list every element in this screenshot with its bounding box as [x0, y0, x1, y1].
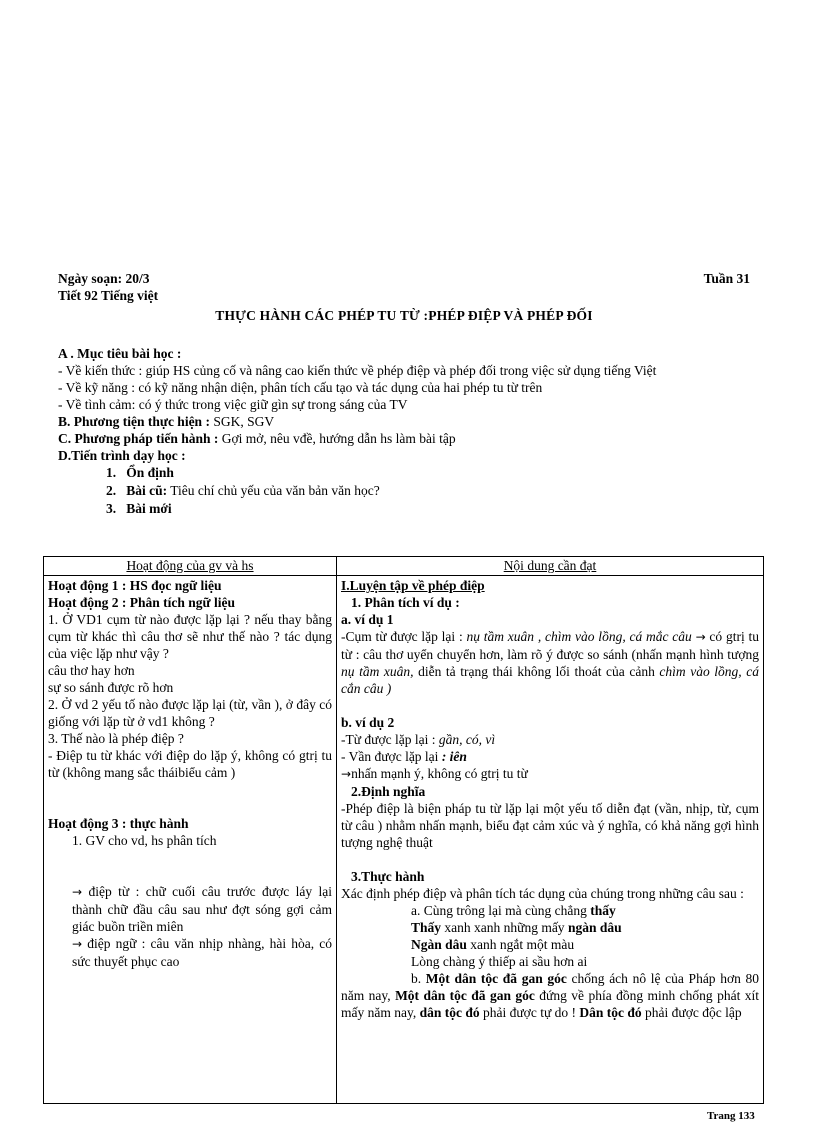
lesson-intro	[58, 345, 770, 518]
result-2: → điệp ngữ : câu văn nhịp nhàng, hài hòa, có sức thuyết phục cao	[72, 936, 333, 969]
date-label: Ngày soạn: 20/3	[58, 271, 150, 286]
right-arrow-icon: →	[341, 767, 352, 781]
answer-1b: sự so sánh được rõ hơn	[48, 680, 174, 695]
section-1-heading: I.Luyện tập về phép điệp	[341, 578, 485, 593]
means-value: SGK, SGV	[209, 414, 275, 429]
practice-step-1: 1. GV cho vd, hs phân tích	[72, 833, 217, 848]
means-heading: B. Phương tiện thực hiện :	[58, 414, 210, 429]
poem-line-3: Ngàn dâu xanh ngắt một màu	[411, 937, 575, 952]
example-b-line-2: - Vần được lặp lại : iên	[341, 749, 467, 764]
example-b-line-3: →nhấn mạnh ý, không có gtrị tu từ	[341, 766, 528, 781]
means-line	[58, 413, 770, 430]
activity-3: Hoạt động 3 : thực hành	[48, 816, 189, 831]
answer-1a: câu thơ hay hơn	[48, 663, 135, 678]
question-2: 2. Ở vd 2 yếu tố nào được lặp lại (từ, vần ), ở đây có giống với lặp từ ở vd1 không ?	[48, 697, 332, 729]
answer-3: - Điệp tu từ khác với điệp do lặp ý, không có gtrị tu từ (không mang sắc tháibiểu cảm )	[48, 748, 332, 780]
poem-line-2: Thấy xanh xanh những mấy ngàn dâu	[411, 920, 622, 935]
activity-1: Hoạt động 1 : HS đọc ngữ liệu	[48, 578, 222, 593]
procedure-heading: D.Tiến trình dạy học :	[58, 448, 186, 463]
example-a-heading: a. ví dụ 1	[341, 612, 394, 627]
example-b-line-1: -Từ được lặp lại : gần, có, vì	[341, 732, 496, 747]
method-line	[58, 430, 770, 447]
definition: -Phép điệp là biện pháp tu từ lặp lại một yếu tố diễn đạt (vần, nhịp, từ, cụm từ câu ) nhằm nhấn mạnh, biểu đạt cảm xúc và ý nghĩa, có khả năng gợi hình tượng nghệ thuật	[341, 801, 759, 850]
lesson-label: Tiết 92 Tiếng việt	[58, 288, 159, 303]
activity-2: Hoạt động 2 : Phân tích ngữ liệu	[48, 595, 236, 610]
right-column	[337, 576, 764, 1104]
subsection-2-heading: 2.Định nghĩa	[351, 784, 426, 799]
question-3: 3. Thế nào là phép điệp ?	[48, 731, 184, 746]
procedure-step: 2. Bài cũ: Tiêu chí chủ yếu của văn bản văn học?	[106, 483, 380, 498]
objective-skill: - Về kỹ năng : có kỹ năng nhận diện, phân tích cấu tạo và tác dụng của hai phép tu từ trên	[58, 380, 543, 395]
left-column-header: Hoạt động của gv và hs	[44, 557, 337, 576]
left-column	[44, 576, 337, 1104]
objective-attitude: - Về tình cảm: có ý thức trong việc giữ gìn sự trong sáng của TV	[58, 397, 408, 412]
poem-line-1: a. Cùng trông lại mà cùng chẳng thấy	[411, 903, 616, 918]
example-b-heading: b. ví dụ 2	[341, 715, 395, 730]
week-label: Tuần 31	[703, 271, 750, 286]
objectives-heading: A . Mục tiêu bài học :	[58, 346, 182, 361]
method-heading: C. Phương pháp tiến hành :	[58, 431, 219, 446]
poem-line-4: Lòng chàng ý thiếp ai sầu hơn ai	[411, 954, 588, 969]
activity-table	[43, 556, 764, 1104]
subsection-3-heading: 3.Thực hành	[351, 869, 425, 884]
subsection-1-heading: 1. Phân tích ví dụ :	[351, 595, 460, 610]
objective-knowledge: - Về kiến thức : giúp HS củng cố và nâng cao kiến thức về phép điệp và phép đối trong việc sử dụng tiếng Việt	[58, 363, 657, 378]
question-1: 1. Ở VD1 cụm từ nào được lặp lại ? nếu thay bằng cụm từ khác thì câu thơ sẽ như thế nào ? tác dụng của việc lặp như vậy ?	[48, 612, 332, 661]
right-column-header: Nội dung cần đạt	[337, 557, 764, 576]
procedure-step: 1. Ổn định	[106, 465, 174, 480]
page-header	[58, 270, 750, 304]
procedure-step: 3. Bài mới	[106, 501, 172, 516]
method-value: Gợi mở, nêu vđề, hướng dẫn hs làm bài tập	[218, 431, 456, 446]
right-arrow-icon: →	[695, 630, 706, 644]
page-title: THỰC HÀNH CÁC PHÉP TU TỪ :PHÉP ĐIỆP VÀ PHÉP ĐỐI	[215, 308, 593, 323]
example-a-text: -Cụm từ được lặp lại : nụ tầm xuân , chìm vào lồng, cá mắc câu → có gtrị tu từ : câu thơ uyển chuyển hơn, làm rõ ý được so sánh (nhấn mạnh hình tượng nụ tầm xuân, diễn tả trạng thái không lối thoát của cảnh chìm vào lồng, cá cắn câu )	[341, 629, 759, 696]
right-arrow-icon: →	[72, 885, 83, 899]
right-arrow-icon: →	[72, 937, 83, 951]
result-1: → điệp từ : chữ cuối câu trước được láy lại thành chữ đầu câu sau như đợt sóng gợi cảm giác buồn triền miên	[72, 884, 333, 934]
procedure-steps	[58, 464, 770, 518]
page-number: Trang 133	[707, 1110, 755, 1122]
practice-example-b: b. Một dân tộc đã gan góc chống ách nô lệ của Pháp hơn 80 năm nay, Một dân tộc đã gan góc đứng về phía đồng minh chống phát xít mấy năm nay, dân tộc đó phải được tự do ! Dân tộc đó phải được độc lập	[341, 971, 760, 1020]
practice-instruction: Xác định phép điệp và phân tích tác dụng của chúng trong những câu sau :	[341, 886, 744, 901]
